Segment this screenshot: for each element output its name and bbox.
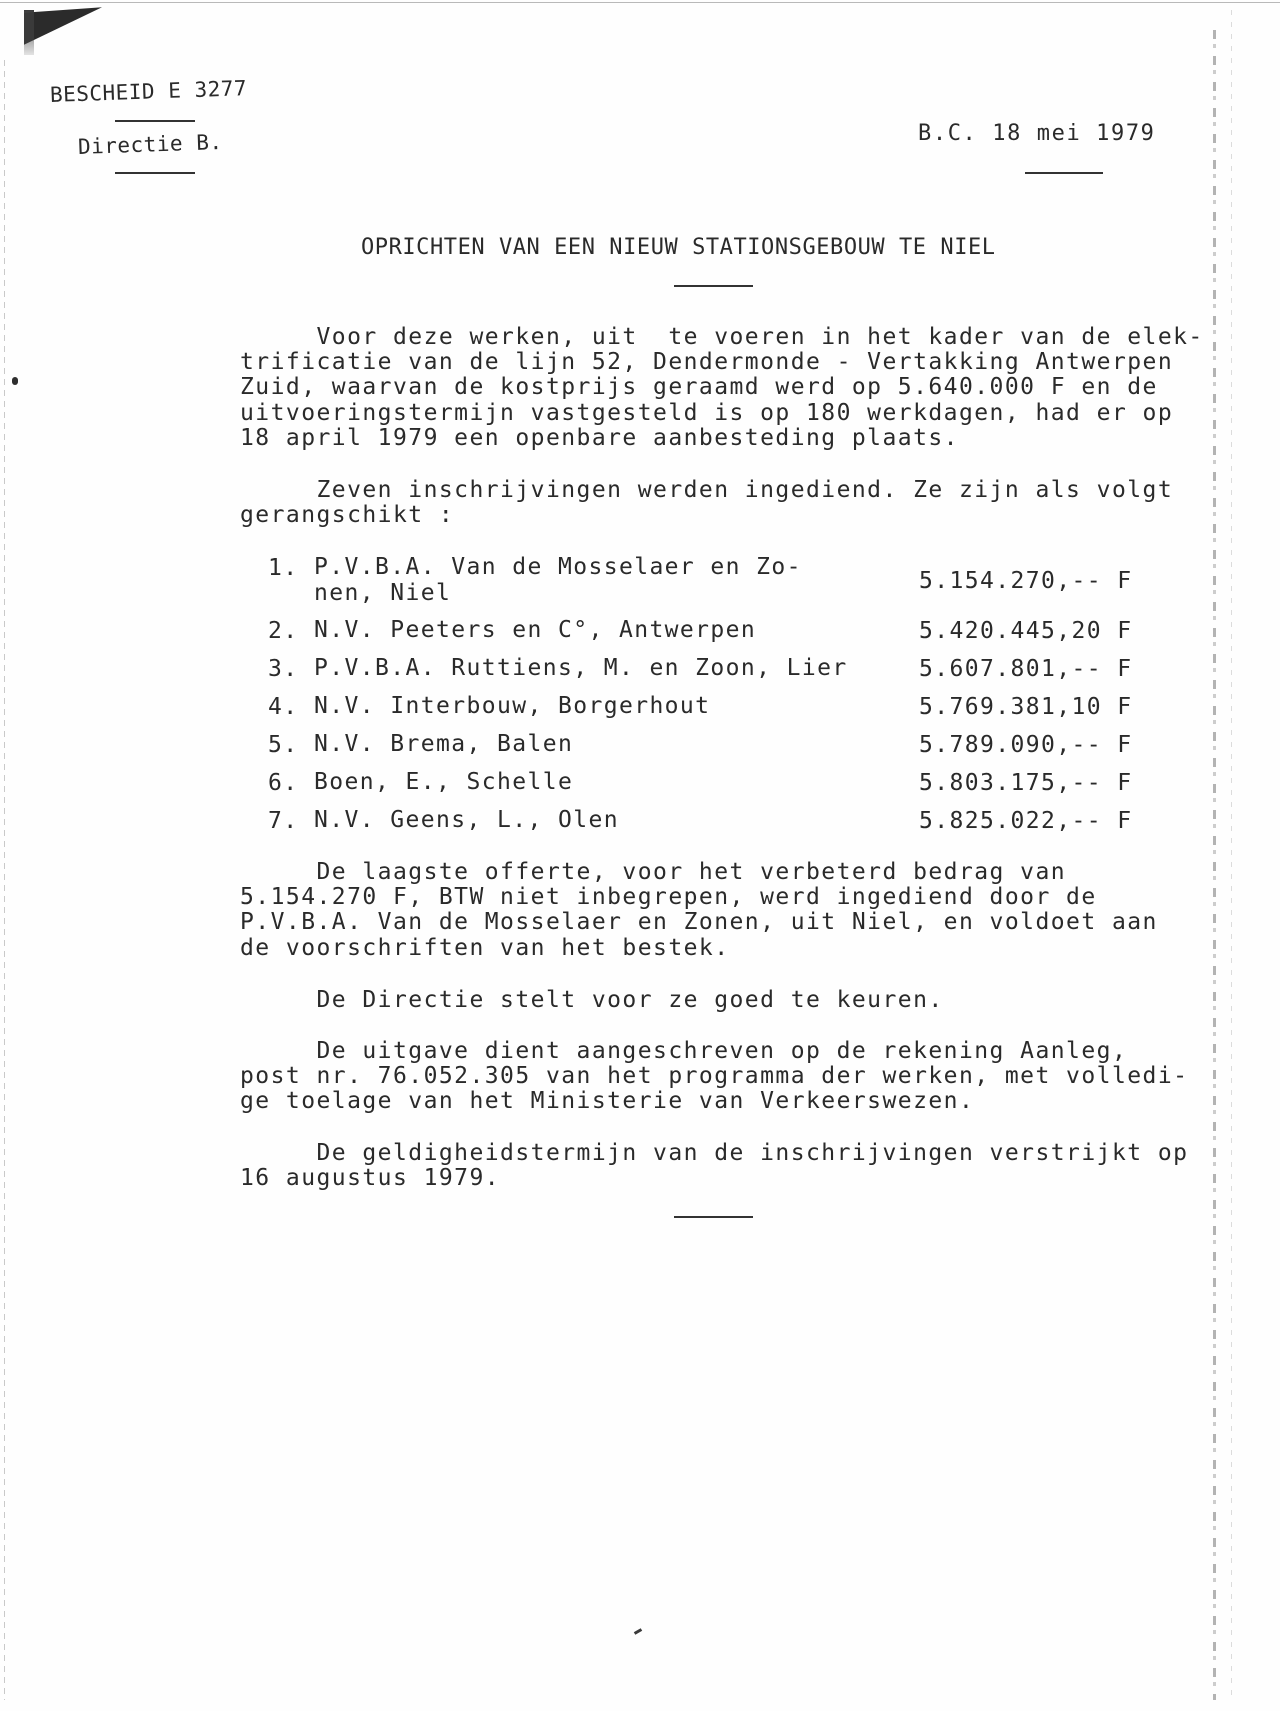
bidder-name: N.V. Geens, L., Olen — [314, 807, 619, 833]
bid-amount: 5.803.175,-- F — [919, 770, 1133, 796]
lowest-offer-line: 5.154.270 F, BTW niet inbegrepen, werd ingediend door de — [240, 884, 1097, 910]
intro-line: Voor deze werken, uit te voeren in het kader van de elek- — [240, 324, 1204, 350]
bid-amount: 5.420.445,20 F — [919, 618, 1133, 644]
bidder-name: N.V. Peeters en C°, Antwerpen — [314, 617, 757, 643]
lowest-offer-line: de voorschriften van het bestek. — [240, 935, 730, 961]
lowest-offer-line: De laagste offerte, voor het verbeterd bedrag van — [240, 859, 1067, 885]
bidder-name: P.V.B.A. Van de Mosselaer en Zo- nen, Niel — [314, 554, 802, 606]
bids-intro-line: gerangschikt : — [240, 502, 455, 528]
expense-line: ge toelage van het Ministerie van Verkeerswezen. — [240, 1088, 975, 1114]
document-reference: BESCHEID E 3277 — [49, 76, 248, 107]
bid-number: 7. — [268, 808, 299, 834]
intro-line: trificatie van de lijn 52, Dendermonde - Vertakking Antwerpen — [240, 349, 1174, 375]
bid-amount: 5.154.270,-- F — [919, 568, 1133, 594]
punch-hole-mark — [12, 377, 18, 385]
department-underline — [115, 172, 195, 174]
bid-number: 3. — [268, 656, 299, 682]
intro-line: 18 april 1979 een openbare aanbesteding plaats. — [240, 425, 959, 451]
intro-line: Zuid, waarvan de kostprijs geraamd werd op 5.640.000 F en de — [240, 374, 1158, 400]
bidder-name: P.V.B.A. Ruttiens, M. en Zoon, Lier — [314, 655, 848, 681]
document-date: B.C. 18 mei 1979 — [918, 121, 1156, 146]
validity-line: De geldigheidstermijn van de inschrijvingen verstrijkt op — [240, 1140, 1189, 1166]
title-underline — [674, 285, 753, 287]
scan-right-edge — [1213, 30, 1216, 1700]
bid-number: 2. — [268, 618, 299, 644]
scan-top-border — [0, 2, 1280, 3]
proposal-line: De Directie stelt voor ze goed te keuren. — [240, 987, 944, 1013]
bids-intro-line: Zeven inschrijvingen werden ingediend. Ze zijn als volgt — [240, 477, 1174, 503]
bid-number: 5. — [268, 732, 299, 758]
scan-right-edge-faint — [1231, 10, 1232, 1700]
scan-left-edge — [4, 60, 5, 1700]
intro-line: uitvoeringstermijn vastgesteld is op 180 werkdagen, had er op — [240, 400, 1174, 426]
stray-ink-mark — [634, 1628, 642, 1635]
expense-line: post nr. 76.052.305 van het programma der werken, met volledi- — [240, 1063, 1189, 1089]
department-label: Directie B. — [77, 129, 223, 159]
bid-amount: 5.607.801,-- F — [919, 656, 1133, 682]
bid-amount: 5.825.022,-- F — [919, 808, 1133, 834]
expense-line: De uitgave dient aangeschreven op de rekening Aanleg, — [240, 1038, 1128, 1064]
corner-fold-shadow — [24, 10, 34, 55]
lowest-offer-line: P.V.B.A. Van de Mosselaer en Zonen, uit Niel, en voldoet aan — [240, 909, 1158, 935]
bid-amount: 5.789.090,-- F — [919, 732, 1133, 758]
bidder-name: N.V. Brema, Balen — [314, 731, 574, 757]
bid-number: 1. — [268, 555, 299, 581]
bid-amount: 5.769.381,10 F — [919, 694, 1133, 720]
bid-number: 4. — [268, 694, 299, 720]
date-underline — [1025, 172, 1103, 174]
bidder-name: N.V. Interbouw, Borgerhout — [314, 693, 711, 719]
closing-rule — [674, 1216, 753, 1218]
corner-fold-mark — [24, 7, 102, 44]
document-title: OPRICHTEN VAN EEN NIEUW STATIONSGEBOUW TE NIEL — [361, 235, 996, 260]
validity-line: 16 augustus 1979. — [240, 1165, 501, 1191]
reference-underline — [115, 120, 195, 122]
bid-number: 6. — [268, 770, 299, 796]
bidder-name: Boen, E., Schelle — [314, 769, 574, 795]
